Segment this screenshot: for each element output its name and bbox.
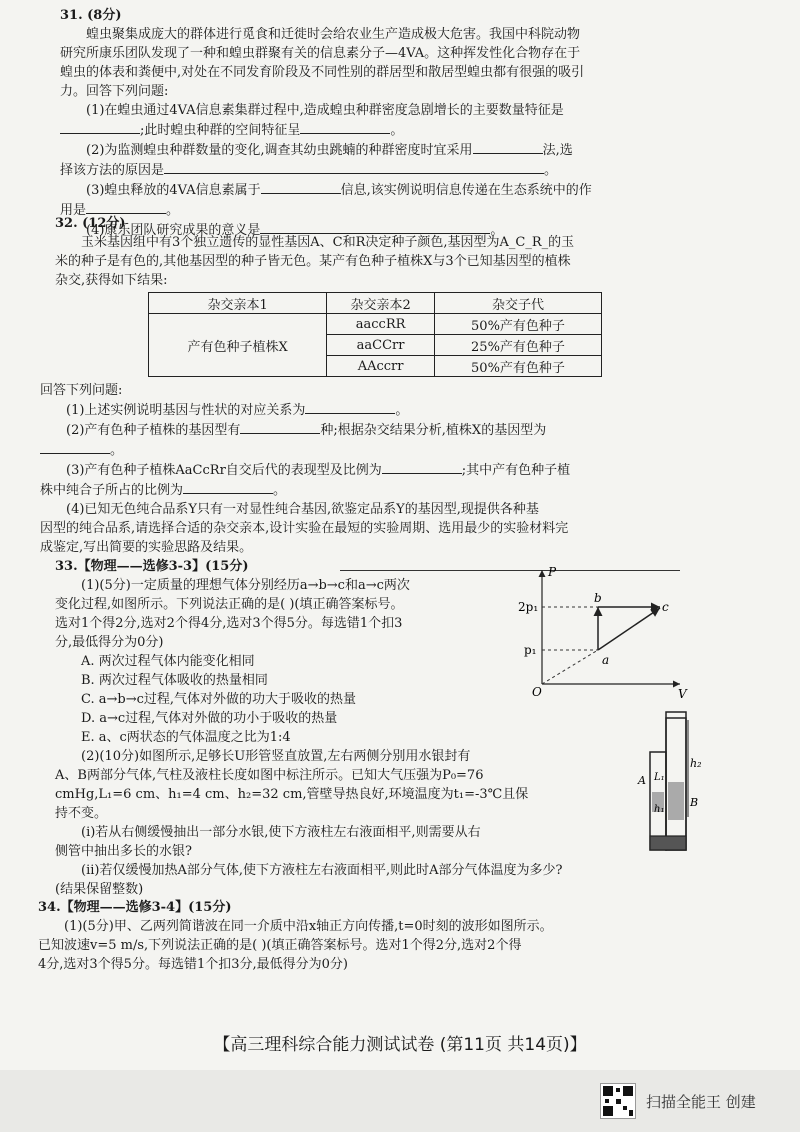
q34-line: 已知波速v=5 m/s,下列说法正确的是( )(填正确答案标号。选对1个得2分,选对2个得 (38, 938, 522, 953)
answer-blank (473, 140, 543, 154)
q32-line: (2)产有色种子植株的基因型有 (66, 423, 241, 438)
point-c: c (662, 600, 669, 614)
answer-blank (164, 160, 544, 174)
q31-line: (2)为监测蝗虫种群数量的变化,调查其幼虫跳蝻的种群密度时宜采用 (86, 143, 473, 158)
q32 (55, 214, 574, 290)
q32-line: 成鉴定,写出简要的实验思路及结果。 (40, 540, 253, 555)
table-header-row (149, 293, 602, 314)
q31-heading: 31. (8分) (60, 8, 122, 23)
period: 。 (490, 223, 504, 238)
label-a: A (638, 774, 646, 787)
origin-label: O (532, 685, 542, 699)
q34-heading: 34.【物理——选修3-4】(15分) (38, 900, 232, 915)
q31-line: 信息,该实例说明信息传递在生态系统中的作 (340, 183, 592, 198)
q33-line: 变化过程,如图所示。下列说法正确的是( )(填正确答案标号。 (55, 597, 404, 612)
page-footer: 【高三理科综合能力测试试卷 (第11页 共14页)】 (213, 1035, 587, 1055)
q32-line: ;其中产有色种子植 (461, 463, 571, 478)
q31-line: 择该方法的原因是 (60, 163, 165, 178)
q31-line: 蝗虫聚集成庞大的群体进行觅食和迁徙时会给农业生产造成极大危害。我国中科院动物 (86, 27, 581, 42)
table-header: 杂交子代 (434, 293, 601, 314)
q34 (38, 898, 553, 974)
q33-line: (2)(10分)如图所示,足够长U形管竖直放置,左右两侧分别用水银封有 (81, 749, 471, 764)
table-cell: 25%产有色种子 (434, 335, 601, 356)
table-header: 杂交亲本1 (149, 293, 327, 314)
answer-blank (60, 120, 140, 134)
q31-line: 研究所康乐团队发现了一种和蝗虫群聚有关的信息素分子—4VA。这种挥发性化合物存在于 (60, 46, 581, 61)
q32-line: (4)已知无色纯合品系Y只有一对显性纯合基因,欲鉴定品系Y的基因型,现提供各种基 (66, 502, 539, 517)
q32-line: 杂交,获得如下结果: (55, 273, 168, 288)
q32-line: (1)上述实例说明基因与性状的对应关系为 (66, 403, 306, 418)
label-h1: h₁ (654, 804, 665, 815)
period: 。 (390, 123, 404, 138)
q32-questions (40, 381, 570, 557)
q31-line: (4)康乐团队研究成果的意义是 (86, 223, 261, 238)
q33-line: (结果保留整数) (55, 882, 144, 897)
qr-code-icon (600, 1083, 636, 1119)
q32-line: 株中纯合子所占的比例为 (40, 483, 184, 498)
q34-line: 4分,选对3个得5分。每选错1个扣3分,最低得分为0分) (38, 957, 348, 972)
q33-line: 分,最低得分为0分) (55, 635, 164, 650)
q31-line: 用是 (60, 203, 87, 218)
answer-blank (261, 180, 341, 194)
scanner-watermark (600, 1083, 790, 1117)
p-axis-label: P (548, 565, 557, 579)
q31 (60, 6, 592, 240)
tick-p1: p₁ (524, 643, 537, 657)
q33-line: (1)(5分)一定质量的理想气体分别经历a→b→c和a→c两次 (81, 578, 410, 593)
q31-line: ;此时蝗虫种群的空间特征呈 (140, 123, 301, 138)
q31-line: (3)蝗虫释放的4VA信息素属于 (86, 183, 261, 198)
q33 (55, 557, 562, 899)
answer-blank (305, 400, 395, 414)
u-tube-diagram (638, 712, 708, 856)
table-cell: aaCCrr (327, 335, 435, 356)
table-cell: aaccRR (327, 314, 435, 335)
cross-results-table (148, 292, 602, 377)
q31-line: 法,选 (542, 143, 573, 158)
q33-line: A、B两部分气体,气柱及液柱长度如图中标注所示。已知大气压强为P₀=76 (55, 768, 484, 783)
option-b: B. 两次过程气体吸收的热量相同 (81, 673, 268, 688)
q32-line: (3)产有色种子植株AaCcRr自交后代的表现型及比例为 (66, 463, 382, 478)
q33-heading: 33.【物理——选修3-3】(15分) (55, 559, 249, 574)
answer-blank (382, 460, 462, 474)
q32-line: 米的种子是有色的,其他基因型的种子皆无色。某产有色种子植株X与3个已知基因型的植株 (55, 254, 571, 269)
label-l1: L₁ (654, 772, 665, 783)
table-header: 杂交亲本2 (327, 293, 435, 314)
q33-line: 选对1个得2分,选对2个得4分,选对3个得5分。每选错1个扣3 (55, 616, 403, 631)
period: 。 (273, 483, 287, 498)
period: 。 (166, 203, 180, 218)
option-d: D. a→c过程,气体对外做的功小于吸收的热量 (81, 711, 338, 726)
q32-heading: 32. (12分) (55, 216, 126, 231)
tick-2p1: 2p₁ (518, 600, 539, 614)
q32-line: 种;根据杂交结果分析,植株X的基因型为 (320, 423, 547, 438)
point-a: a (602, 653, 610, 667)
table-row (149, 314, 602, 335)
table-cell: 50%产有色种子 (434, 314, 601, 335)
q34-line: (1)(5分)甲、乙两列简谐波在同一介质中沿x轴正方向传播,t=0时刻的波形如图所示。 (64, 919, 553, 934)
point-b: b (594, 591, 602, 605)
answer-blank (40, 440, 110, 454)
pv-graph (520, 562, 690, 702)
answer-blank (86, 200, 166, 214)
q31-line: 力。回答下列问题: (60, 84, 169, 99)
q31-line: (1)在蝗虫通过4VA信息素集群过程中,造成蝗虫种群密度急剧增长的主要数量特征是 (86, 103, 564, 118)
q32-line: 玉米基因组中有3个独立遗传的显性基因A、C和R决定种子颜色,基因型为A_C_R_的玉 (81, 235, 575, 250)
table-cell: 50%产有色种子 (434, 356, 601, 377)
scanner-text: 扫描全能王 创建 (646, 1093, 756, 1111)
table-cell: AAccrr (327, 356, 435, 377)
q33-line: (ii)若仅缓慢加热A部分气体,使下方液柱左右液面相平,则此时A部分气体温度为多少? (81, 863, 563, 878)
period: 。 (395, 403, 409, 418)
table-cell-parent1: 产有色种子植株X (149, 314, 327, 377)
answer-blank (300, 120, 390, 134)
answer-blank (183, 480, 273, 494)
q33-line: (i)若从右侧缓慢抽出一部分水银,使下方液柱左右液面相平,则需要从右 (81, 825, 481, 840)
option-a: A. 两次过程气体内能变化相同 (81, 654, 255, 669)
q32-line: 因型的纯合品系,请选择合适的杂交亲本,设计实验在最短的实验周期、选用最少的实验材料完 (40, 521, 569, 536)
q33-line: cmHg,L₁=6 cm、h₁=4 cm、h₂=32 cm,管壁导热良好,环境温度为t₁=-3℃且保 (55, 787, 529, 802)
answer-blank (240, 420, 320, 434)
period: 。 (544, 163, 558, 178)
q32-line: 回答下列问题: (40, 383, 123, 398)
q31-line: 蝗虫的体表和粪便中,对处在不同发育阶段及不同性别的群居型和散居型蝗虫都有很强的吸引 (60, 65, 585, 80)
period: 。 (110, 443, 124, 458)
q33-line: 侧管中抽出多长的水银? (55, 844, 192, 859)
v-axis-label: V (678, 687, 687, 701)
option-e: E. a、c两状态的气体温度之比为1:4 (81, 730, 291, 745)
option-c: C. a→b→c过程,气体对外做的功大于吸收的热量 (81, 692, 357, 707)
label-h2: h₂ (690, 757, 702, 770)
label-b: B (690, 796, 699, 809)
q33-line: 持不变。 (55, 806, 108, 821)
